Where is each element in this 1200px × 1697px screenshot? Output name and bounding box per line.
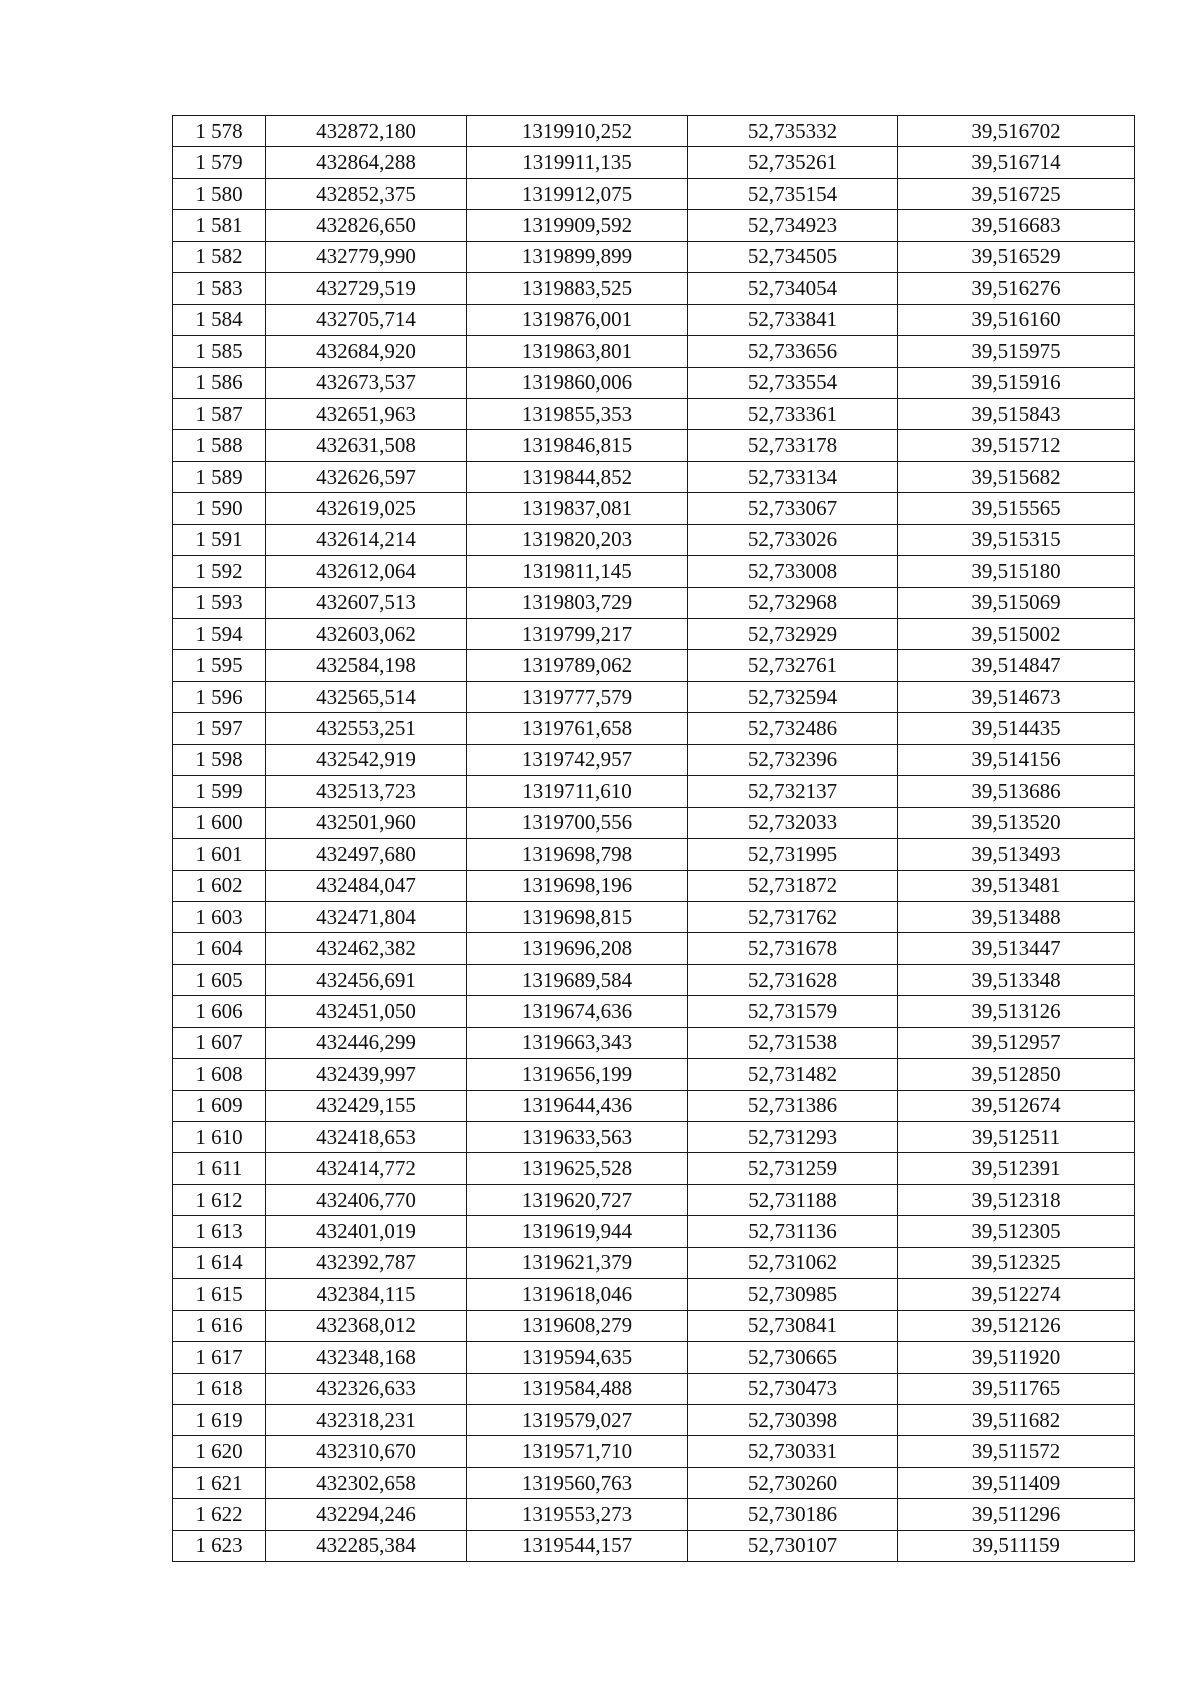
point-number-cell: 1 594: [173, 619, 266, 650]
table-row: [173, 619, 1135, 650]
table-row: [173, 1247, 1135, 1278]
y-coordinate-cell: 1319844,852: [467, 461, 688, 492]
latitude-cell: 52,731482: [688, 1059, 898, 1090]
latitude-cell: 52,731538: [688, 1027, 898, 1058]
table-row: [173, 1342, 1135, 1373]
longitude-cell: 39,516683: [898, 210, 1135, 241]
point-number-cell: 1 617: [173, 1342, 266, 1373]
x-coordinate-cell: 432684,920: [266, 336, 467, 367]
table-row: [173, 1090, 1135, 1121]
x-coordinate-cell: 432392,787: [266, 1247, 467, 1278]
point-number-cell: 1 613: [173, 1216, 266, 1247]
y-coordinate-cell: 1319620,727: [467, 1184, 688, 1215]
x-coordinate-cell: 432673,537: [266, 367, 467, 398]
table-row: [173, 210, 1135, 241]
point-number-cell: 1 579: [173, 147, 266, 178]
longitude-cell: 39,512957: [898, 1027, 1135, 1058]
point-number-cell: 1 602: [173, 870, 266, 901]
y-coordinate-cell: 1319608,279: [467, 1310, 688, 1341]
longitude-cell: 39,515843: [898, 398, 1135, 429]
longitude-cell: 39,511765: [898, 1373, 1135, 1404]
latitude-cell: 52,733178: [688, 430, 898, 461]
point-number-cell: 1 611: [173, 1153, 266, 1184]
longitude-cell: 39,516725: [898, 178, 1135, 209]
point-number-cell: 1 592: [173, 556, 266, 587]
x-coordinate-cell: 432872,180: [266, 116, 467, 147]
y-coordinate-cell: 1319711,610: [467, 776, 688, 807]
x-coordinate-cell: 432326,633: [266, 1373, 467, 1404]
x-coordinate-cell: 432285,384: [266, 1530, 467, 1561]
latitude-cell: 52,730107: [688, 1530, 898, 1561]
longitude-cell: 39,513481: [898, 870, 1135, 901]
latitude-cell: 52,730985: [688, 1279, 898, 1310]
longitude-cell: 39,513493: [898, 839, 1135, 870]
y-coordinate-cell: 1319912,075: [467, 178, 688, 209]
longitude-cell: 39,515315: [898, 524, 1135, 555]
point-number-cell: 1 615: [173, 1279, 266, 1310]
longitude-cell: 39,515565: [898, 493, 1135, 524]
longitude-cell: 39,515002: [898, 619, 1135, 650]
table-row: [173, 116, 1135, 147]
latitude-cell: 52,732761: [688, 650, 898, 681]
longitude-cell: 39,515916: [898, 367, 1135, 398]
longitude-cell: 39,511296: [898, 1499, 1135, 1530]
y-coordinate-cell: 1319656,199: [467, 1059, 688, 1090]
point-number-cell: 1 619: [173, 1404, 266, 1435]
y-coordinate-cell: 1319544,157: [467, 1530, 688, 1561]
x-coordinate-cell: 432553,251: [266, 713, 467, 744]
table-row: [173, 1467, 1135, 1498]
table-row: [173, 964, 1135, 995]
point-number-cell: 1 590: [173, 493, 266, 524]
y-coordinate-cell: 1319674,636: [467, 996, 688, 1027]
point-number-cell: 1 620: [173, 1436, 266, 1467]
point-number-cell: 1 595: [173, 650, 266, 681]
y-coordinate-cell: 1319625,528: [467, 1153, 688, 1184]
latitude-cell: 52,732968: [688, 587, 898, 618]
table-row: [173, 430, 1135, 461]
table-row: [173, 1027, 1135, 1058]
latitude-cell: 52,735261: [688, 147, 898, 178]
longitude-cell: 39,514847: [898, 650, 1135, 681]
x-coordinate-cell: 432584,198: [266, 650, 467, 681]
table-row: [173, 870, 1135, 901]
latitude-cell: 52,732929: [688, 619, 898, 650]
y-coordinate-cell: 1319910,252: [467, 116, 688, 147]
point-number-cell: 1 589: [173, 461, 266, 492]
table-row: [173, 304, 1135, 335]
x-coordinate-cell: 432406,770: [266, 1184, 467, 1215]
y-coordinate-cell: 1319553,273: [467, 1499, 688, 1530]
y-coordinate-cell: 1319689,584: [467, 964, 688, 995]
x-coordinate-cell: 432429,155: [266, 1090, 467, 1121]
y-coordinate-cell: 1319883,525: [467, 273, 688, 304]
y-coordinate-cell: 1319761,658: [467, 713, 688, 744]
table-row: [173, 839, 1135, 870]
x-coordinate-cell: 432603,062: [266, 619, 467, 650]
latitude-cell: 52,733067: [688, 493, 898, 524]
longitude-cell: 39,514673: [898, 681, 1135, 712]
y-coordinate-cell: 1319876,001: [467, 304, 688, 335]
longitude-cell: 39,513488: [898, 901, 1135, 932]
point-number-cell: 1 609: [173, 1090, 266, 1121]
latitude-cell: 52,730841: [688, 1310, 898, 1341]
y-coordinate-cell: 1319863,801: [467, 336, 688, 367]
latitude-cell: 52,733134: [688, 461, 898, 492]
latitude-cell: 52,730186: [688, 1499, 898, 1530]
x-coordinate-cell: 432318,231: [266, 1404, 467, 1435]
latitude-cell: 52,730331: [688, 1436, 898, 1467]
latitude-cell: 52,731386: [688, 1090, 898, 1121]
latitude-cell: 52,734923: [688, 210, 898, 241]
longitude-cell: 39,516276: [898, 273, 1135, 304]
table-row: [173, 1404, 1135, 1435]
latitude-cell: 52,731579: [688, 996, 898, 1027]
longitude-cell: 39,514156: [898, 744, 1135, 775]
latitude-cell: 52,732486: [688, 713, 898, 744]
longitude-cell: 39,516714: [898, 147, 1135, 178]
point-number-cell: 1 584: [173, 304, 266, 335]
x-coordinate-cell: 432294,246: [266, 1499, 467, 1530]
table-row: [173, 1436, 1135, 1467]
latitude-cell: 52,733026: [688, 524, 898, 555]
table-row: [173, 461, 1135, 492]
x-coordinate-cell: 432446,299: [266, 1027, 467, 1058]
x-coordinate-cell: 432826,650: [266, 210, 467, 241]
x-coordinate-cell: 432852,375: [266, 178, 467, 209]
latitude-cell: 52,731628: [688, 964, 898, 995]
y-coordinate-cell: 1319663,343: [467, 1027, 688, 1058]
point-number-cell: 1 614: [173, 1247, 266, 1278]
longitude-cell: 39,513348: [898, 964, 1135, 995]
table-row: [173, 524, 1135, 555]
point-number-cell: 1 616: [173, 1310, 266, 1341]
x-coordinate-cell: 432462,382: [266, 933, 467, 964]
latitude-cell: 52,733656: [688, 336, 898, 367]
x-coordinate-cell: 432310,670: [266, 1436, 467, 1467]
latitude-cell: 52,733841: [688, 304, 898, 335]
point-number-cell: 1 591: [173, 524, 266, 555]
table-row: [173, 398, 1135, 429]
point-number-cell: 1 610: [173, 1122, 266, 1153]
point-number-cell: 1 597: [173, 713, 266, 744]
x-coordinate-cell: 432779,990: [266, 241, 467, 272]
longitude-cell: 39,512325: [898, 1247, 1135, 1278]
table-row: [173, 147, 1135, 178]
latitude-cell: 52,732033: [688, 807, 898, 838]
y-coordinate-cell: 1319644,436: [467, 1090, 688, 1121]
point-number-cell: 1 596: [173, 681, 266, 712]
longitude-cell: 39,514435: [898, 713, 1135, 744]
x-coordinate-cell: 432542,919: [266, 744, 467, 775]
x-coordinate-cell: 432418,653: [266, 1122, 467, 1153]
y-coordinate-cell: 1319860,006: [467, 367, 688, 398]
x-coordinate-cell: 432631,508: [266, 430, 467, 461]
point-number-cell: 1 618: [173, 1373, 266, 1404]
y-coordinate-cell: 1319698,798: [467, 839, 688, 870]
table-row: [173, 1059, 1135, 1090]
y-coordinate-cell: 1319594,635: [467, 1342, 688, 1373]
x-coordinate-cell: 432451,050: [266, 996, 467, 1027]
longitude-cell: 39,515180: [898, 556, 1135, 587]
point-number-cell: 1 607: [173, 1027, 266, 1058]
latitude-cell: 52,731259: [688, 1153, 898, 1184]
point-number-cell: 1 608: [173, 1059, 266, 1090]
latitude-cell: 52,734054: [688, 273, 898, 304]
x-coordinate-cell: 432729,519: [266, 273, 467, 304]
y-coordinate-cell: 1319855,353: [467, 398, 688, 429]
table-row: [173, 1184, 1135, 1215]
point-number-cell: 1 604: [173, 933, 266, 964]
point-number-cell: 1 581: [173, 210, 266, 241]
latitude-cell: 52,734505: [688, 241, 898, 272]
y-coordinate-cell: 1319696,208: [467, 933, 688, 964]
longitude-cell: 39,511572: [898, 1436, 1135, 1467]
x-coordinate-cell: 432501,960: [266, 807, 467, 838]
y-coordinate-cell: 1319909,592: [467, 210, 688, 241]
point-number-cell: 1 578: [173, 116, 266, 147]
point-number-cell: 1 623: [173, 1530, 266, 1561]
latitude-cell: 52,733008: [688, 556, 898, 587]
latitude-cell: 52,731872: [688, 870, 898, 901]
table-row: [173, 587, 1135, 618]
longitude-cell: 39,512850: [898, 1059, 1135, 1090]
table-row: [173, 1499, 1135, 1530]
latitude-cell: 52,730473: [688, 1373, 898, 1404]
table-row: [173, 1530, 1135, 1561]
y-coordinate-cell: 1319846,815: [467, 430, 688, 461]
x-coordinate-cell: 432607,513: [266, 587, 467, 618]
y-coordinate-cell: 1319820,203: [467, 524, 688, 555]
longitude-cell: 39,512305: [898, 1216, 1135, 1247]
latitude-cell: 52,730665: [688, 1342, 898, 1373]
x-coordinate-cell: 432513,723: [266, 776, 467, 807]
y-coordinate-cell: 1319911,135: [467, 147, 688, 178]
point-number-cell: 1 605: [173, 964, 266, 995]
y-coordinate-cell: 1319899,899: [467, 241, 688, 272]
point-number-cell: 1 593: [173, 587, 266, 618]
table-row: [173, 367, 1135, 398]
x-coordinate-cell: 432348,168: [266, 1342, 467, 1373]
y-coordinate-cell: 1319789,062: [467, 650, 688, 681]
longitude-cell: 39,513520: [898, 807, 1135, 838]
longitude-cell: 39,512674: [898, 1090, 1135, 1121]
y-coordinate-cell: 1319633,563: [467, 1122, 688, 1153]
table-row: [173, 178, 1135, 209]
point-number-cell: 1 587: [173, 398, 266, 429]
table-row: [173, 336, 1135, 367]
latitude-cell: 52,733361: [688, 398, 898, 429]
longitude-cell: 39,511920: [898, 1342, 1135, 1373]
x-coordinate-cell: 432864,288: [266, 147, 467, 178]
table-row: [173, 1279, 1135, 1310]
latitude-cell: 52,730260: [688, 1467, 898, 1498]
longitude-cell: 39,512126: [898, 1310, 1135, 1341]
latitude-cell: 52,732396: [688, 744, 898, 775]
y-coordinate-cell: 1319579,027: [467, 1404, 688, 1435]
longitude-cell: 39,513126: [898, 996, 1135, 1027]
y-coordinate-cell: 1319811,145: [467, 556, 688, 587]
table-row: [173, 241, 1135, 272]
table-row: [173, 901, 1135, 932]
y-coordinate-cell: 1319621,379: [467, 1247, 688, 1278]
point-number-cell: 1 621: [173, 1467, 266, 1498]
x-coordinate-cell: 432614,214: [266, 524, 467, 555]
point-number-cell: 1 582: [173, 241, 266, 272]
x-coordinate-cell: 432626,597: [266, 461, 467, 492]
table-row: [173, 996, 1135, 1027]
latitude-cell: 52,731678: [688, 933, 898, 964]
x-coordinate-cell: 432612,064: [266, 556, 467, 587]
point-number-cell: 1 600: [173, 807, 266, 838]
point-number-cell: 1 580: [173, 178, 266, 209]
y-coordinate-cell: 1319618,046: [467, 1279, 688, 1310]
longitude-cell: 39,512274: [898, 1279, 1135, 1310]
coordinates-table-body: [173, 116, 1135, 1562]
table-row: [173, 556, 1135, 587]
table-row: [173, 273, 1135, 304]
x-coordinate-cell: 432456,691: [266, 964, 467, 995]
table-row: [173, 1216, 1135, 1247]
x-coordinate-cell: 432619,025: [266, 493, 467, 524]
longitude-cell: 39,511159: [898, 1530, 1135, 1561]
longitude-cell: 39,516529: [898, 241, 1135, 272]
latitude-cell: 52,730398: [688, 1404, 898, 1435]
table-row: [173, 776, 1135, 807]
latitude-cell: 52,731136: [688, 1216, 898, 1247]
y-coordinate-cell: 1319619,944: [467, 1216, 688, 1247]
x-coordinate-cell: 432384,115: [266, 1279, 467, 1310]
latitude-cell: 52,732137: [688, 776, 898, 807]
table-row: [173, 1373, 1135, 1404]
table-row: [173, 493, 1135, 524]
y-coordinate-cell: 1319777,579: [467, 681, 688, 712]
longitude-cell: 39,516702: [898, 116, 1135, 147]
longitude-cell: 39,511682: [898, 1404, 1135, 1435]
point-number-cell: 1 603: [173, 901, 266, 932]
point-number-cell: 1 588: [173, 430, 266, 461]
point-number-cell: 1 598: [173, 744, 266, 775]
latitude-cell: 52,735332: [688, 116, 898, 147]
coordinates-table: [172, 115, 1135, 1562]
latitude-cell: 52,733554: [688, 367, 898, 398]
point-number-cell: 1 583: [173, 273, 266, 304]
y-coordinate-cell: 1319560,763: [467, 1467, 688, 1498]
table-row: [173, 1153, 1135, 1184]
x-coordinate-cell: 432484,047: [266, 870, 467, 901]
x-coordinate-cell: 432368,012: [266, 1310, 467, 1341]
y-coordinate-cell: 1319837,081: [467, 493, 688, 524]
y-coordinate-cell: 1319742,957: [467, 744, 688, 775]
latitude-cell: 52,735154: [688, 178, 898, 209]
x-coordinate-cell: 432705,714: [266, 304, 467, 335]
longitude-cell: 39,515975: [898, 336, 1135, 367]
x-coordinate-cell: 432439,997: [266, 1059, 467, 1090]
x-coordinate-cell: 432401,019: [266, 1216, 467, 1247]
longitude-cell: 39,512511: [898, 1122, 1135, 1153]
table-row: [173, 933, 1135, 964]
x-coordinate-cell: 432414,772: [266, 1153, 467, 1184]
table-row: [173, 1310, 1135, 1341]
x-coordinate-cell: 432497,680: [266, 839, 467, 870]
x-coordinate-cell: 432302,658: [266, 1467, 467, 1498]
x-coordinate-cell: 432651,963: [266, 398, 467, 429]
x-coordinate-cell: 432471,804: [266, 901, 467, 932]
latitude-cell: 52,731995: [688, 839, 898, 870]
x-coordinate-cell: 432565,514: [266, 681, 467, 712]
latitude-cell: 52,731293: [688, 1122, 898, 1153]
y-coordinate-cell: 1319571,710: [467, 1436, 688, 1467]
y-coordinate-cell: 1319584,488: [467, 1373, 688, 1404]
point-number-cell: 1 612: [173, 1184, 266, 1215]
longitude-cell: 39,513447: [898, 933, 1135, 964]
longitude-cell: 39,513686: [898, 776, 1135, 807]
longitude-cell: 39,515682: [898, 461, 1135, 492]
point-number-cell: 1 606: [173, 996, 266, 1027]
point-number-cell: 1 622: [173, 1499, 266, 1530]
longitude-cell: 39,516160: [898, 304, 1135, 335]
latitude-cell: 52,731062: [688, 1247, 898, 1278]
table-row: [173, 744, 1135, 775]
longitude-cell: 39,515712: [898, 430, 1135, 461]
latitude-cell: 52,731762: [688, 901, 898, 932]
y-coordinate-cell: 1319698,196: [467, 870, 688, 901]
table-row: [173, 807, 1135, 838]
longitude-cell: 39,511409: [898, 1467, 1135, 1498]
longitude-cell: 39,515069: [898, 587, 1135, 618]
point-number-cell: 1 599: [173, 776, 266, 807]
point-number-cell: 1 601: [173, 839, 266, 870]
y-coordinate-cell: 1319799,217: [467, 619, 688, 650]
table-row: [173, 713, 1135, 744]
longitude-cell: 39,512391: [898, 1153, 1135, 1184]
latitude-cell: 52,732594: [688, 681, 898, 712]
y-coordinate-cell: 1319698,815: [467, 901, 688, 932]
longitude-cell: 39,512318: [898, 1184, 1135, 1215]
point-number-cell: 1 586: [173, 367, 266, 398]
table-row: [173, 650, 1135, 681]
latitude-cell: 52,731188: [688, 1184, 898, 1215]
point-number-cell: 1 585: [173, 336, 266, 367]
y-coordinate-cell: 1319803,729: [467, 587, 688, 618]
y-coordinate-cell: 1319700,556: [467, 807, 688, 838]
table-row: [173, 681, 1135, 712]
table-row: [173, 1122, 1135, 1153]
